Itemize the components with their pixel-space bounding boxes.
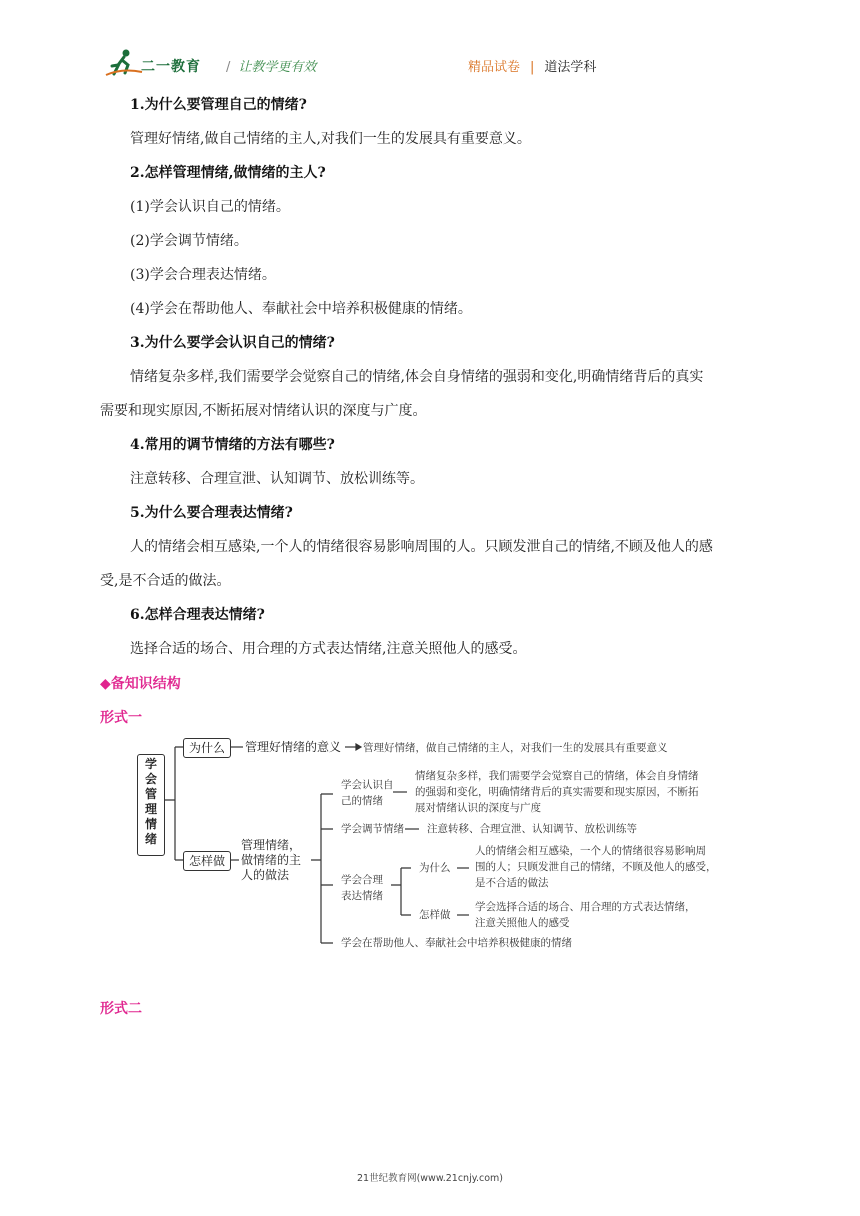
question: 2.怎样管理情绪,做情绪的主人? bbox=[130, 165, 326, 181]
answer-line: (4)学会在帮助他人、奉献社会中培养积极健康的情绪。 bbox=[130, 301, 472, 317]
logo-text: 二一教育 bbox=[141, 59, 201, 75]
tag-separator: | bbox=[530, 60, 535, 75]
branch-line: 表达情绪 bbox=[341, 890, 383, 902]
knowledge-diagram bbox=[135, 732, 735, 957]
qa-content bbox=[100, 88, 780, 666]
qa-item bbox=[100, 496, 780, 598]
question: 6.怎样合理表达情绪? bbox=[130, 607, 265, 623]
question: 4.常用的调节情绪的方法有哪些? bbox=[130, 437, 335, 453]
answer-line: 受,是不合适的做法。 bbox=[100, 573, 231, 589]
how-mid-line: 做情绪的主 bbox=[241, 853, 302, 867]
runner-logo-icon bbox=[104, 48, 144, 78]
express-how-text bbox=[475, 899, 696, 931]
why-mid-text: 管理好情绪的意义 bbox=[245, 740, 342, 754]
root-char: 管 bbox=[144, 787, 157, 801]
how-box: 怎样做 bbox=[183, 851, 231, 871]
root-char: 情 bbox=[144, 817, 157, 831]
answer-line: 情绪复杂多样,我们需要学会觉察自己的情绪,体会自身情绪的强弱和变化,明确情绪背后的真实 bbox=[130, 369, 704, 385]
qa-item bbox=[100, 156, 780, 326]
branch-express bbox=[341, 872, 383, 904]
form-one-title: 形式一 bbox=[100, 710, 142, 726]
page-header bbox=[104, 48, 764, 82]
branch-line: 己的情绪 bbox=[341, 795, 383, 807]
root-char: 会 bbox=[144, 772, 157, 786]
branch-text-line: 注意关照他人的感受 bbox=[475, 917, 570, 929]
root-box bbox=[137, 754, 165, 856]
branch-text-line: 是不合适的做法 bbox=[475, 877, 549, 889]
branch-line: 学会认识自 bbox=[341, 779, 394, 791]
why-end-text: 管理好情绪，做自己情绪的主人，对我们一生的发展具有重要意义 bbox=[363, 742, 668, 754]
section-title: ◆备知识结构 bbox=[100, 676, 181, 692]
root-char: 绪 bbox=[144, 832, 157, 846]
branch-help-others: 学会在帮助他人、奉献社会中培养积极健康的情绪 bbox=[341, 937, 572, 949]
answer-line: (2)学会调节情绪。 bbox=[130, 233, 248, 249]
express-why: 为什么 bbox=[419, 862, 451, 874]
answer-line: (1)学会认识自己的情绪。 bbox=[130, 199, 290, 215]
answer-line: 人的情绪会相互感染,一个人的情绪很容易影响周围的人。只顾发泄自己的情绪,不顾及他人的感 bbox=[130, 539, 713, 555]
branch-text-line: 学会选择合适的场合、用合理的方式表达情绪， bbox=[475, 901, 696, 913]
why-box: 为什么 bbox=[183, 738, 231, 758]
answer-line: 选择合适的场合、用合理的方式表达情绪,注意关照他人的感受。 bbox=[130, 641, 527, 657]
branch-recognize bbox=[341, 777, 394, 809]
question: 3.为什么要学会认识自己的情绪? bbox=[130, 335, 335, 351]
slogan bbox=[226, 56, 316, 75]
qa-item bbox=[100, 598, 780, 666]
tag-left: 精品试卷 bbox=[468, 60, 521, 75]
how-mid-line: 人的做法 bbox=[241, 868, 290, 882]
question: 1.为什么要管理自己的情绪? bbox=[130, 97, 307, 113]
qa-item bbox=[100, 428, 780, 496]
branch-text-line: 的强弱和变化，明确情绪背后的真实需要和现实原因，不断拓 bbox=[415, 786, 699, 798]
tag-right: 道法学科 bbox=[544, 60, 597, 75]
slogan-separator: / bbox=[226, 60, 231, 75]
branch-line: 学会合理 bbox=[341, 874, 383, 886]
branch-text-line: 围的人；只顾发泄自己的情绪，不顾及他人的感受， bbox=[475, 861, 717, 873]
branch-recognize-text bbox=[415, 768, 699, 816]
answer-line: 需要和现实原因,不断拓展对情绪认识的深度与广度。 bbox=[100, 403, 427, 419]
branch-adjust-text: 注意转移、合理宣泄、认知调节、放松训练等 bbox=[427, 823, 637, 835]
root-char: 理 bbox=[144, 802, 157, 816]
branch-text-line: 展对情绪认识的深度与广度 bbox=[415, 802, 541, 814]
header-tags bbox=[468, 56, 596, 75]
answer-line: 管理好情绪,做自己情绪的主人,对我们一生的发展具有重要意义。 bbox=[130, 131, 531, 147]
question: 5.为什么要合理表达情绪? bbox=[130, 505, 293, 521]
form-two-title: 形式二 bbox=[100, 1001, 142, 1017]
express-why-text bbox=[475, 843, 717, 891]
answer-line: 注意转移、合理宣泄、认知调节、放松训练等。 bbox=[130, 471, 424, 487]
how-mid-line: 管理情绪， bbox=[241, 838, 302, 852]
branch-text-line: 情绪复杂多样，我们需要学会觉察自己的情绪，体会自身情绪 bbox=[415, 770, 699, 782]
page-footer: 21世纪教育网(www.21cnjy.com) bbox=[356, 1173, 503, 1184]
qa-item bbox=[100, 88, 780, 156]
branch-adjust: 学会调节情绪 bbox=[341, 823, 404, 835]
answer-line: (3)学会合理表达情绪。 bbox=[130, 267, 276, 283]
root-char: 学 bbox=[144, 757, 157, 771]
express-how: 怎样做 bbox=[419, 909, 451, 921]
logo bbox=[104, 48, 224, 78]
how-mid-text bbox=[241, 838, 301, 883]
qa-item bbox=[100, 326, 780, 428]
slogan-text: 让教学更有效 bbox=[238, 60, 317, 75]
branch-text-line: 人的情绪会相互感染，一个人的情绪很容易影响周 bbox=[475, 845, 706, 857]
